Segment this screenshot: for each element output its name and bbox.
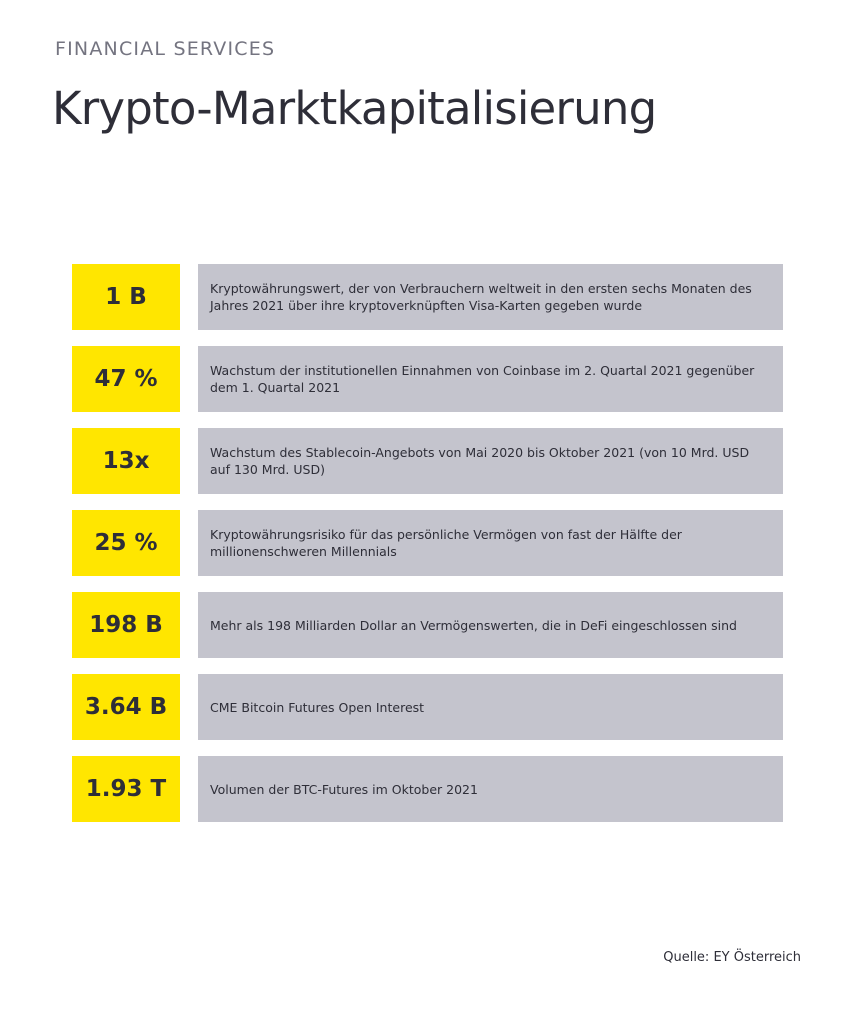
stat-value: 1 B xyxy=(72,264,180,330)
stat-description: Kryptowährungsrisiko für das persönliche Vermögen von fast der Hälfte der millionenschweren Millennials xyxy=(198,510,783,576)
stat-row xyxy=(72,674,783,740)
stat-description: Wachstum des Stablecoin-Angebots von Mai 2020 bis Oktober 2021 (von 10 Mrd. USD auf 130 Mrd. USD) xyxy=(198,428,783,494)
page-title: Krypto-Marktkapitalisierung xyxy=(52,82,657,135)
stat-row xyxy=(72,510,783,576)
stat-value: 25 % xyxy=(72,510,180,576)
stat-value: 47 % xyxy=(72,346,180,412)
stat-value: 1.93 T xyxy=(72,756,180,822)
stat-row xyxy=(72,346,783,412)
stat-description: Wachstum der institutionellen Einnahmen von Coinbase im 2. Quartal 2021 gegenüber dem 1. Quartal 2021 xyxy=(198,346,783,412)
stat-row xyxy=(72,428,783,494)
source-note: Quelle: EY Österreich xyxy=(663,950,801,965)
stat-description: CME Bitcoin Futures Open Interest xyxy=(198,674,783,740)
stat-value: 198 B xyxy=(72,592,180,658)
stats-list xyxy=(72,264,783,838)
stat-row xyxy=(72,264,783,330)
stat-description: Volumen der BTC-Futures im Oktober 2021 xyxy=(198,756,783,822)
stat-value: 13x xyxy=(72,428,180,494)
stat-value: 3.64 B xyxy=(72,674,180,740)
stat-row xyxy=(72,756,783,822)
stat-row xyxy=(72,592,783,658)
stat-description: Kryptowährungswert, der von Verbrauchern weltweit in den ersten sechs Monaten des Jahres 2021 über ihre kryptoverknüpften Visa-Karten gegeben wurde xyxy=(198,264,783,330)
stat-description: Mehr als 198 Milliarden Dollar an Vermögenswerten, die in DeFi eingeschlossen sind xyxy=(198,592,783,658)
section-label: FINANCIAL SERVICES xyxy=(55,38,276,60)
